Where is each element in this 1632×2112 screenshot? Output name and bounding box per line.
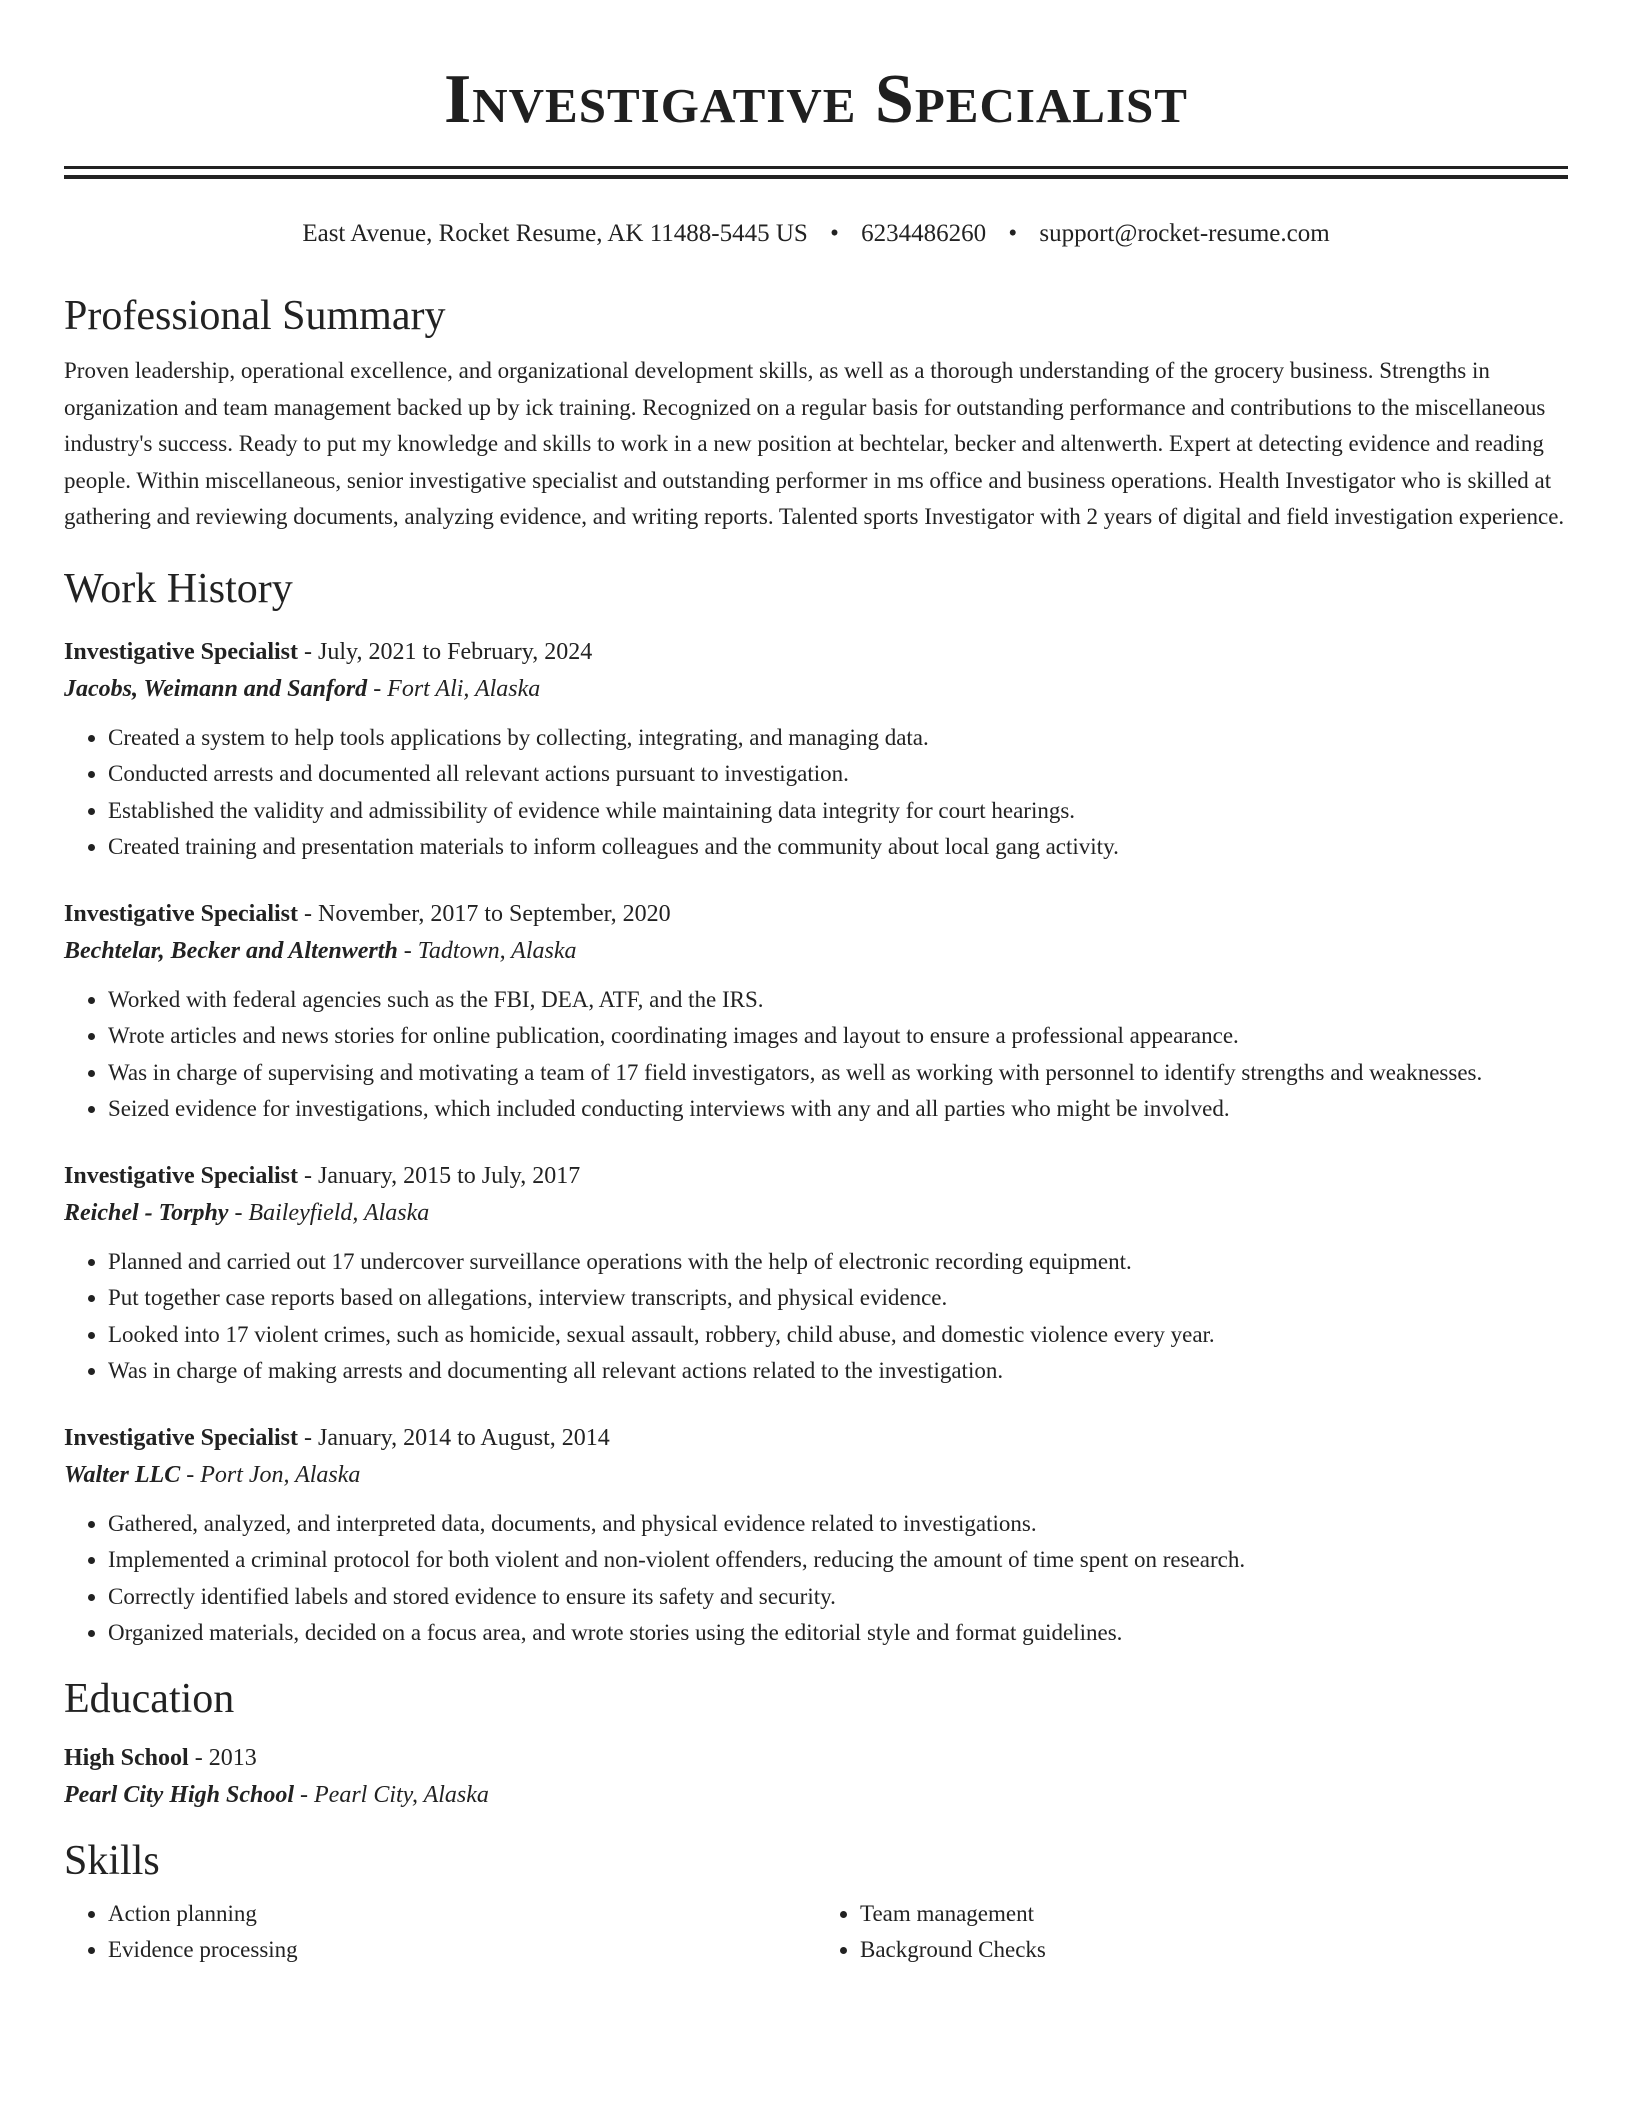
job-bullets xyxy=(64,982,1568,1128)
job-dates: - January, 2015 to July, 2017 xyxy=(298,1162,581,1189)
list-item: • Looked into 17 violent crimes, such as homicide, sexual assault, robbery, child abuse, and domestic violence every year. xyxy=(108,1317,1568,1354)
job-company: Jacobs, Weimann and Sanford xyxy=(64,675,368,702)
contact-email: support@rocket-resume.com xyxy=(1039,220,1330,247)
skills-heading: Skills xyxy=(64,1837,160,1884)
job-title: Investigative Specialist xyxy=(64,900,298,927)
job-dates: - January, 2014 to August, 2014 xyxy=(298,1424,610,1451)
list-item: • Background Checks xyxy=(860,1932,1568,1969)
job-title: Investigative Specialist xyxy=(64,1424,298,1451)
contact-line xyxy=(64,219,1568,249)
job-bullets xyxy=(64,1244,1568,1390)
skills-left-list xyxy=(64,1896,816,1969)
job-title: Investigative Specialist xyxy=(64,1162,298,1189)
list-item: • Implemented a criminal protocol for both violent and non-violent offenders, reducing the amount of time spent on research. xyxy=(108,1542,1568,1579)
job-company-line xyxy=(64,933,1568,970)
list-item: • Established the validity and admissibility of evidence while maintaining data integrity for court hearings. xyxy=(108,793,1568,830)
resume-name: Investigative Specialist xyxy=(444,61,1188,138)
job-entry xyxy=(64,1158,1568,1390)
contact-separator: • xyxy=(830,220,839,247)
summary-text: Proven leadership, operational excellence, and organizational development skills, as well as a thorough understanding of the grocery business. Strengths in organization and team management backed up by ick training. Recognized on a regular basis for outstanding performance and contributions to the miscellaneous industry's success. Ready to put my knowledge and skills to work in a new position at bechtelar, becker and altenwerth. Expert at detecting evidence and reading people. Within miscellaneous, senior investigative specialist and outstanding performer in ms office and business operations. Health Investigator who is skilled at gathering and reviewing documents, analyzing evidence, and writing reports. Talented sports Investigator with 2 years of digital and field investigation experience. xyxy=(64,358,1565,529)
job-dates: - November, 2017 to September, 2020 xyxy=(298,900,671,927)
job-company-line xyxy=(64,1195,1568,1232)
education-school-line xyxy=(64,1777,1568,1814)
list-item: • Action planning xyxy=(108,1896,816,1933)
education-location: - Pearl City, Alaska xyxy=(294,1781,489,1808)
summary-heading: Professional Summary xyxy=(64,293,446,339)
education-school: Pearl City High School xyxy=(64,1781,295,1808)
contact-separator: • xyxy=(1008,220,1018,247)
job-dates: - July, 2021 to February, 2024 xyxy=(298,638,593,665)
work-history-heading: Work History xyxy=(64,565,293,612)
list-item: • Seized evidence for investigations, which included conducting interviews with any and all parties who might be involved. xyxy=(108,1091,1568,1128)
job-company: Bechtelar, Becker and Altenwerth xyxy=(64,937,398,964)
list-item: • Wrote articles and news stories for online publication, coordinating images and layout to ensure a professional appearance. xyxy=(108,1018,1568,1055)
job-entry xyxy=(64,896,1568,1128)
header-rule-bottom xyxy=(64,175,1568,179)
list-item: • Correctly identified labels and stored evidence to ensure its safety and security. xyxy=(108,1579,1568,1616)
list-item: • Conducted arrests and documented all relevant actions pursuant to investigation. xyxy=(108,756,1568,793)
job-title-line xyxy=(64,1420,1568,1457)
list-item: • Was in charge of making arrests and documenting all relevant actions related to the investigation. xyxy=(108,1353,1568,1390)
job-entry xyxy=(64,1420,1568,1652)
skills-right-list xyxy=(816,1896,1568,1969)
education-heading: Education xyxy=(64,1675,235,1722)
list-item: • Put together case reports based on allegations, interview transcripts, and physical evidence. xyxy=(108,1280,1568,1317)
list-item: • Worked with federal agencies such as the FBI, DEA, ATF, and the IRS. xyxy=(108,982,1568,1019)
job-location: - Fort Ali, Alaska xyxy=(367,675,541,702)
list-item: • Gathered, analyzed, and interpreted data, documents, and physical evidence related to investigations. xyxy=(108,1506,1568,1543)
education-degree: High School xyxy=(64,1744,189,1771)
list-item: • Team management xyxy=(860,1896,1568,1933)
list-item: • Created training and presentation materials to inform colleagues and the community about local gang activity. xyxy=(108,829,1568,866)
job-bullets xyxy=(64,720,1568,866)
contact-phone: 6234486260 xyxy=(861,220,987,247)
contact-address: East Avenue, Rocket Resume, AK 11488-5445 US xyxy=(302,220,808,247)
education-entry xyxy=(64,1740,1568,1814)
job-company: Reichel - Torphy xyxy=(64,1199,229,1226)
education-year: - 2013 xyxy=(188,1744,257,1771)
job-title-line xyxy=(64,896,1568,933)
job-company-line xyxy=(64,671,1568,708)
job-location: - Baileyfield, Alaska xyxy=(228,1199,430,1226)
header-rule-top xyxy=(64,166,1568,169)
job-location: - Tadtown, Alaska xyxy=(397,937,577,964)
list-item: • Was in charge of supervising and motivating a team of 17 field investigators, as well as working with personnel to identify strengths and weaknesses. xyxy=(108,1055,1568,1092)
list-item: • Planned and carried out 17 undercover surveillance operations with the help of electronic recording equipment. xyxy=(108,1244,1568,1281)
job-company-line xyxy=(64,1457,1568,1494)
list-item: • Evidence processing xyxy=(108,1932,816,1969)
job-title: Investigative Specialist xyxy=(64,638,298,665)
list-item: • Organized materials, decided on a focus area, and wrote stories using the editorial style and format guidelines. xyxy=(108,1615,1568,1652)
job-bullets xyxy=(64,1506,1568,1652)
skills-columns xyxy=(64,1896,1568,1969)
education-degree-line xyxy=(64,1740,1568,1777)
job-location: - Port Jon, Alaska xyxy=(180,1461,361,1488)
job-company: Walter LLC xyxy=(64,1461,181,1488)
job-title-line xyxy=(64,634,1568,671)
job-entry xyxy=(64,634,1568,866)
job-title-line xyxy=(64,1158,1568,1195)
list-item: • Created a system to help tools applications by collecting, integrating, and managing data. xyxy=(108,720,1568,757)
